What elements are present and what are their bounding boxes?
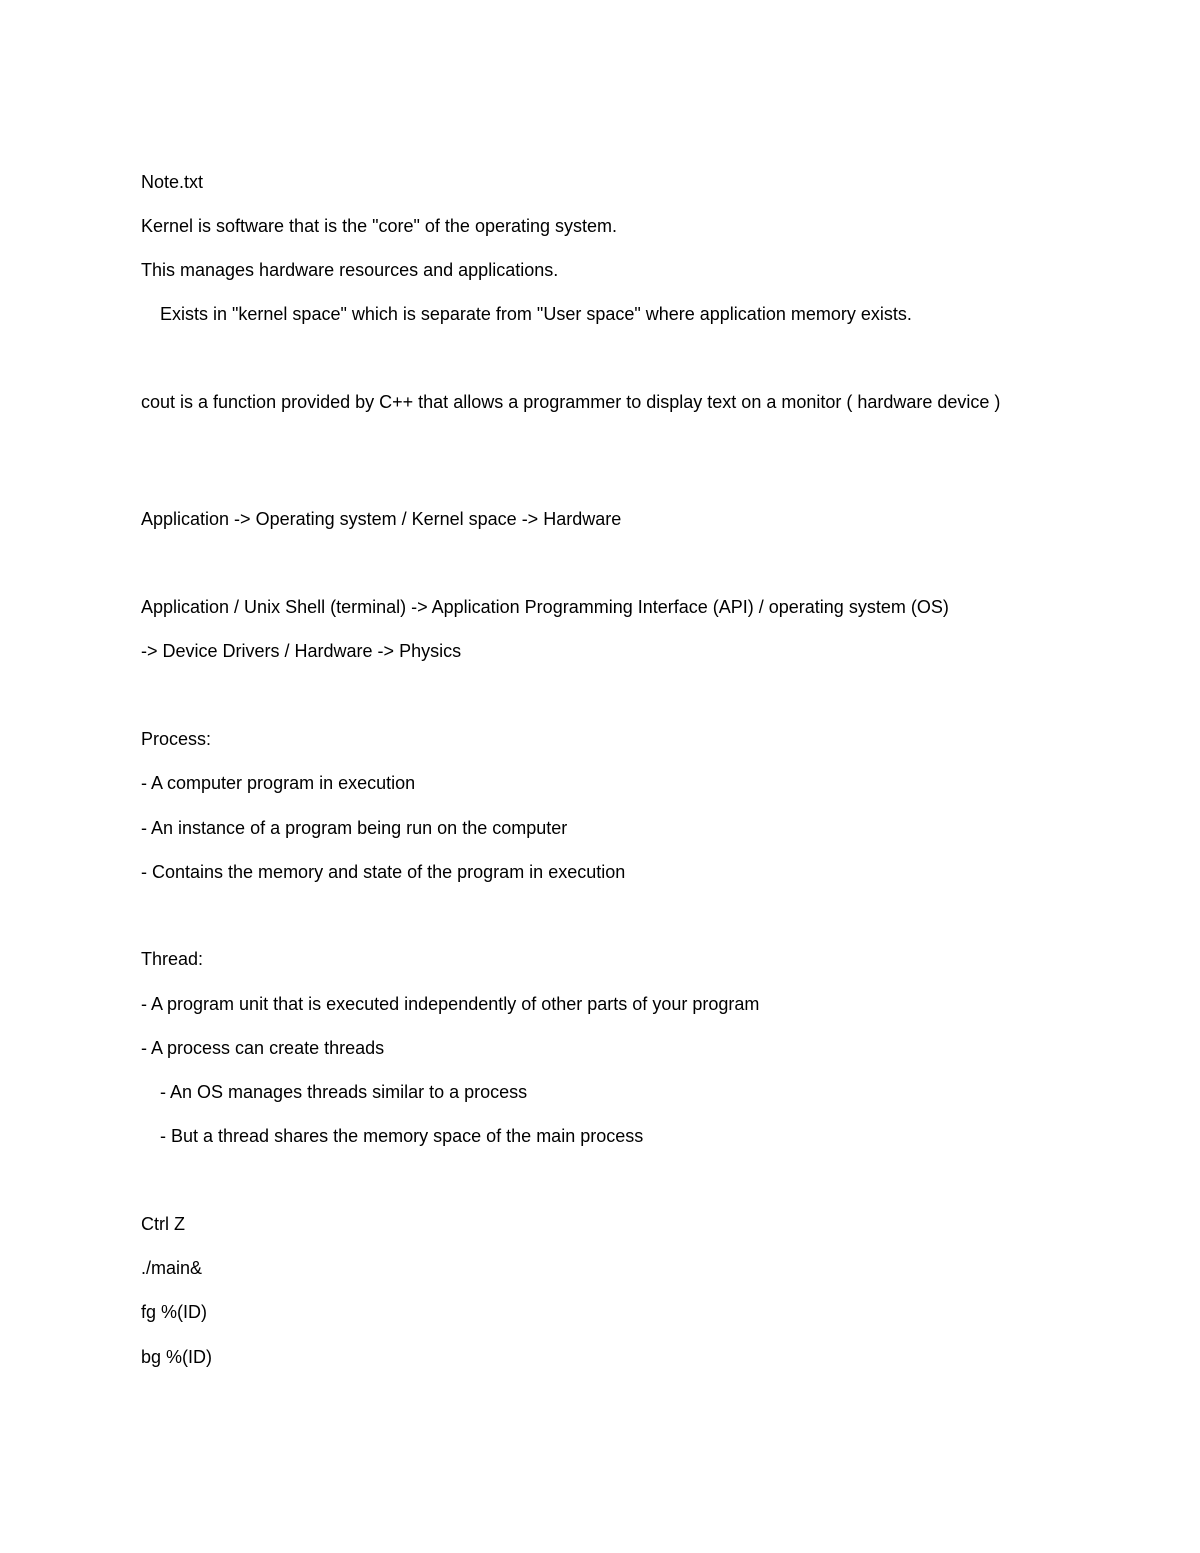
thread-subitem: - An OS manages threads similar to a process (160, 1082, 528, 1102)
kernel-line-3: Exists in "kernel space" which is separate from "User space" where application memory exists. (160, 304, 912, 324)
thread-subitem: - But a thread shares the memory space of the main process (160, 1126, 644, 1146)
document-title: Note.txt (141, 172, 204, 192)
process-item: - An instance of a program being run on the computer (141, 818, 568, 838)
process-item: - A computer program in execution (141, 773, 416, 793)
command-line: Ctrl Z (141, 1214, 185, 1234)
cout-paragraph: cout is a function provided by C++ that allows a programmer to display text on a monitor ( hardware device ) (141, 392, 1001, 412)
flow-line-2b: -> Device Drivers / Hardware -> Physics (141, 641, 462, 661)
command-line: fg %(ID) (141, 1302, 208, 1322)
command-line: bg %(ID) (141, 1347, 213, 1367)
process-item: - Contains the memory and state of the program in execution (141, 862, 626, 882)
process-heading: Process: (141, 729, 212, 749)
thread-item: - A program unit that is executed independently of other parts of your program (141, 994, 760, 1014)
kernel-line-1: Kernel is software that is the "core" of the operating system. (141, 216, 618, 236)
command-line: ./main& (141, 1258, 203, 1278)
kernel-line-2: This manages hardware resources and applications. (141, 260, 559, 280)
thread-heading: Thread: (141, 949, 204, 969)
flow-line-1: Application -> Operating system / Kernel space -> Hardware (141, 509, 622, 529)
flow-line-2a: Application / Unix Shell (terminal) -> Application Programming Interface (API) / operating system (OS) (141, 597, 949, 617)
thread-item: - A process can create threads (141, 1038, 385, 1058)
